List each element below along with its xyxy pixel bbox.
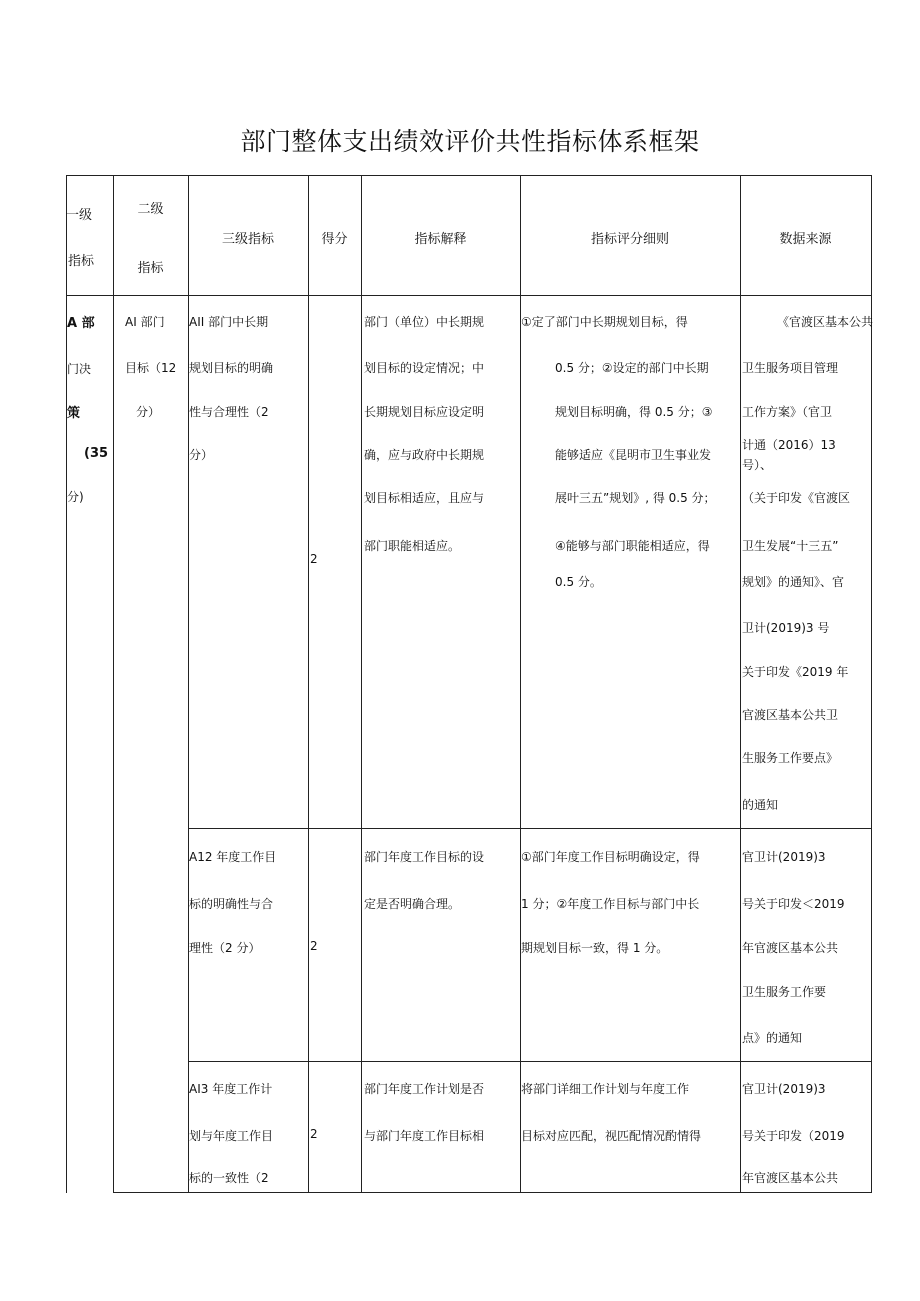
source-line: 《官渡区基本公共: [777, 315, 874, 329]
level1-line: 分): [67, 490, 84, 504]
rule-line: 0.5 分；②设定的部门中长期: [555, 361, 709, 375]
score-value: 2: [310, 939, 318, 953]
level1-line: (35: [84, 446, 109, 461]
rule-line: 期规划目标一致，得 1 分。: [521, 941, 669, 955]
header-level2: [113, 198, 188, 217]
level1-line: 策: [67, 406, 81, 421]
source-line: 年官渡区基本公共: [742, 1171, 839, 1185]
header-level2-line1: 二级: [137, 202, 164, 217]
indicator-line: AI3 年度工作计: [189, 1082, 273, 1096]
source-line: 点》的通知: [742, 1031, 803, 1045]
header-level2-b: [113, 257, 188, 276]
source-line: （关于印发《官渡区: [742, 491, 851, 505]
source-line: 的通知: [742, 798, 779, 812]
indicator-line: 分）: [189, 448, 214, 462]
indicator-line: 规划目标的明确: [189, 361, 274, 375]
explanation-line: 部门（单位）中长期规: [364, 315, 485, 329]
indicator-line: 标的明确性与合: [189, 897, 274, 911]
source-line: 年官渡区基本公共: [742, 941, 839, 955]
source-line: 号关于印发（2019: [742, 1129, 845, 1143]
source-line: 卫生服务项目管理: [742, 361, 839, 375]
rule-line: 1 分；②年度工作目标与部门中长: [521, 897, 700, 911]
table-bottom-border: [113, 1192, 872, 1193]
rule-line: 能够适应《昆明市卫生事业发: [555, 448, 712, 462]
source-line: 生服务工作要点》: [742, 751, 839, 765]
col-border-level2: [113, 175, 114, 1193]
source-line: 规划》的通知》、官: [742, 575, 845, 589]
explanation-line: 划目标的设定情况；中: [364, 361, 485, 375]
source-line: 号关于印发＜2019: [742, 897, 845, 911]
explanation-line: 定是否明确合理。: [364, 897, 461, 911]
source-line: 卫生服务工作要: [742, 985, 827, 999]
score-value: 2: [310, 1127, 318, 1141]
level2-line: 目标（12: [125, 361, 177, 375]
source-line: 计通（2016）13: [742, 438, 836, 452]
header-bottom-border: [66, 295, 872, 296]
explanation-line: 部门职能相适应。: [364, 539, 461, 553]
table-top-border: [66, 175, 872, 176]
rule-line: ①定了部门中长期规划目标，得: [521, 315, 688, 329]
source-line: 卫生发展“十三五”: [742, 539, 839, 553]
explanation-line: 部门年度工作计划是否: [364, 1082, 485, 1096]
header-level3: 三级指标: [221, 232, 274, 247]
header-score: 得分: [321, 232, 348, 247]
source-line: 卫计(2019)3 号: [742, 621, 830, 635]
rule-line: 0.5 分。: [555, 575, 602, 589]
col-border-explanation: [361, 175, 362, 1193]
explanation-line: 与部门年度工作目标相: [364, 1129, 485, 1143]
page-title: 部门整体支出绩效评价共性指标体系框架: [240, 127, 700, 156]
row-1-bottom-border: [188, 828, 872, 829]
source-line: 工作方案》（官卫: [742, 405, 833, 419]
rule-line: ①部门年度工作目标明确设定，得: [521, 850, 700, 864]
header-level1-b: [68, 250, 108, 269]
source-line: 关于印发《2019 年: [742, 665, 849, 679]
header-level1: [66, 204, 96, 223]
rule-line: ④能够与部门职能相适应，得: [555, 539, 710, 553]
header-level1-line1: 一级: [66, 208, 93, 223]
col-border-score: [308, 175, 309, 1193]
source-line: 官卫计(2019)3: [742, 850, 826, 864]
header-level1-line2: 指标: [68, 254, 95, 269]
header-level2-line2: 指标: [137, 261, 164, 276]
rule-line: 目标对应匹配，视匹配情况酌情得: [521, 1129, 702, 1143]
score-value: 2: [310, 552, 318, 566]
explanation-line: 长期规划目标应设定明: [364, 405, 485, 419]
rule-line: 将部门详细工作计划与年度工作: [521, 1082, 690, 1096]
indicator-line: 标的一致性（2: [189, 1171, 269, 1185]
header-rules: 指标评分细则: [590, 232, 669, 247]
rule-line: 规划目标明确，得 0.5 分；③: [555, 405, 713, 419]
indicator-line: A12 年度工作目: [189, 850, 277, 864]
rule-line: 展叶三五”规划》, 得 0.5 分；: [555, 491, 716, 505]
header-source: 数据来源: [779, 232, 832, 247]
col-border-source: [740, 175, 741, 1193]
indicator-line: AII 部门中长期: [189, 315, 269, 329]
level1-line: A 部: [67, 316, 95, 331]
level1-line: 门决: [67, 362, 92, 376]
indicator-line: 划与年度工作目: [189, 1129, 274, 1143]
explanation-line: 确，应与政府中长期规: [364, 448, 485, 462]
source-line: 号）、: [742, 458, 773, 472]
source-line: 官渡区基本公共卫: [742, 708, 839, 722]
level2-line: AI 部门: [125, 315, 165, 329]
header-explanation: 指标解释: [414, 232, 467, 247]
level2-line: 分）: [136, 405, 161, 419]
source-line: 官卫计(2019)3: [742, 1082, 826, 1096]
explanation-line: 部门年度工作目标的设: [364, 850, 485, 864]
row-2-bottom-border: [188, 1061, 872, 1062]
indicator-line: 性与合理性（2: [189, 405, 269, 419]
indicator-line: 理性（2 分）: [189, 941, 261, 955]
explanation-line: 划目标相适应，且应与: [364, 491, 485, 505]
